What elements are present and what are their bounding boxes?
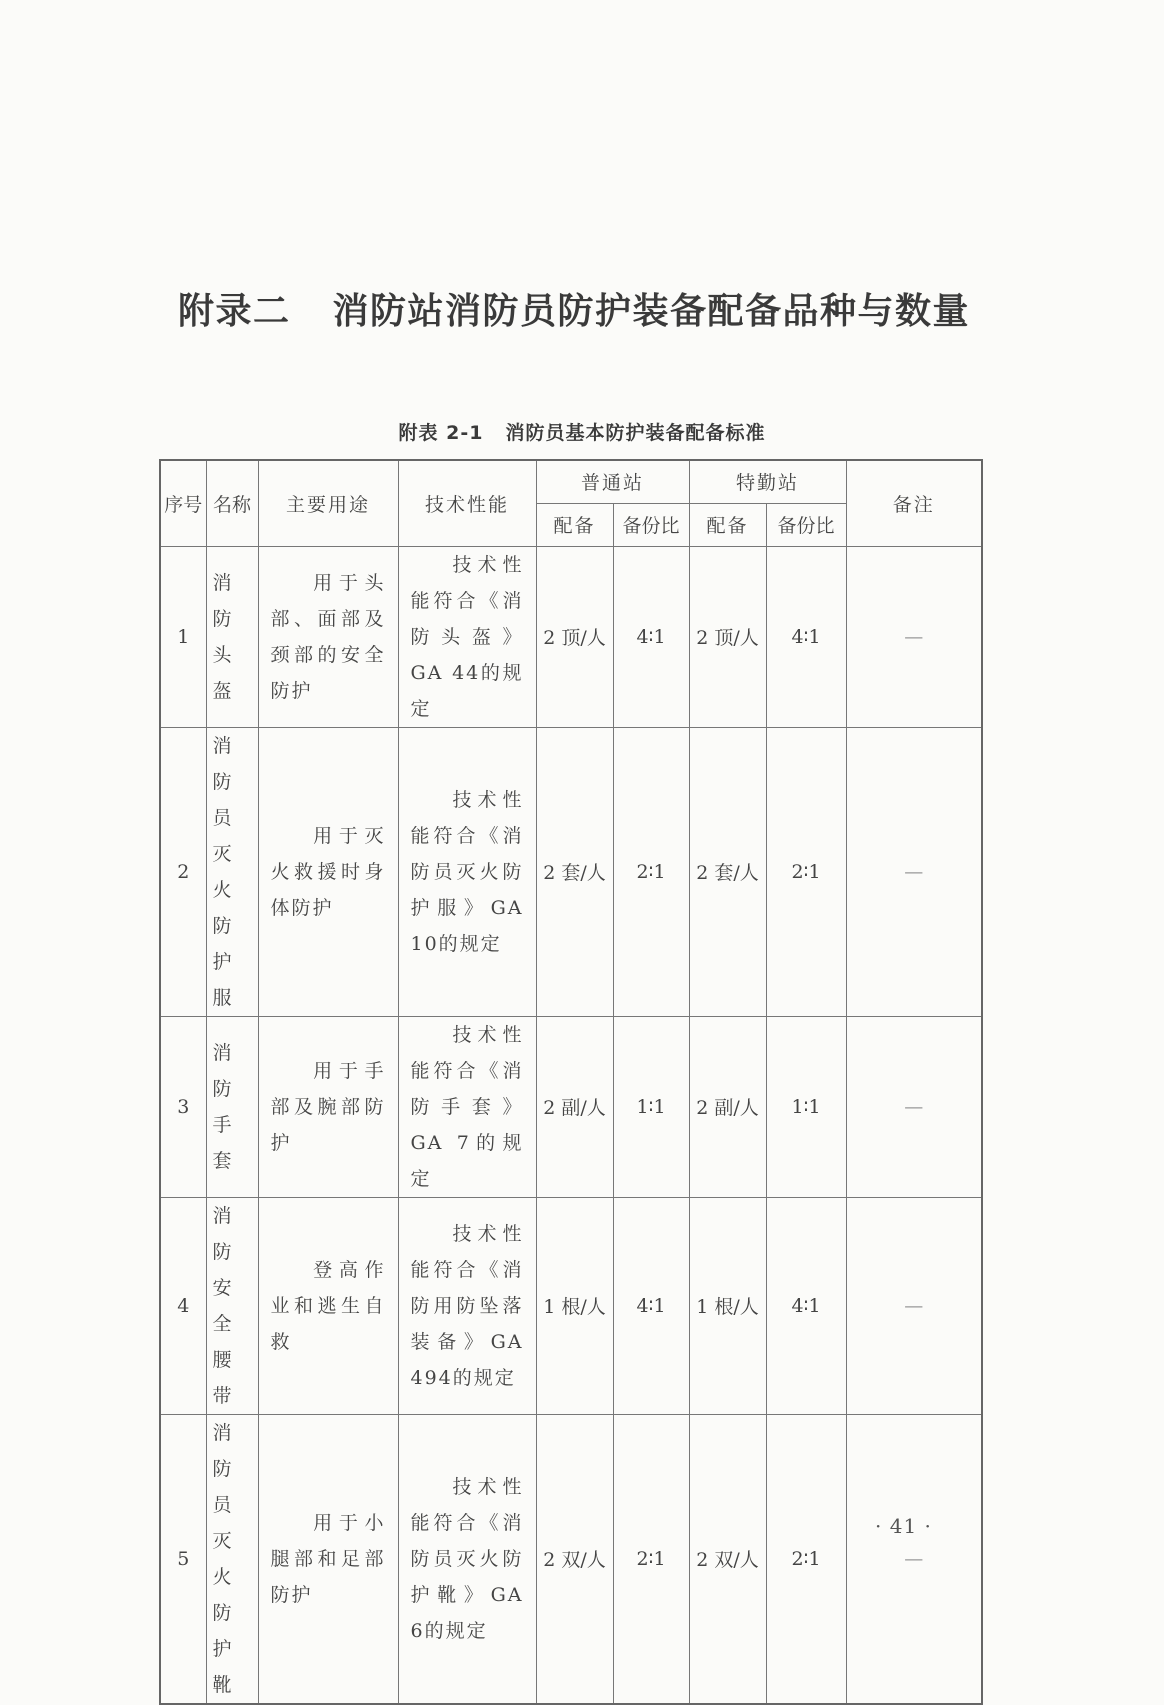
row-regular-allocation: 2 双/人 xyxy=(536,1414,613,1704)
row-usage: 用于手部及腕部防护 xyxy=(258,1016,398,1197)
header-remarks: 备注 xyxy=(846,460,982,546)
row-special-allocation: 2 双/人 xyxy=(689,1414,766,1704)
table-row xyxy=(160,1197,982,1414)
header-special-station: 特勤站 xyxy=(689,460,846,503)
row-special-allocation: 2 套/人 xyxy=(689,727,766,1016)
page-number: · 41 · xyxy=(875,1514,932,1538)
row-regular-allocation: 1 根/人 xyxy=(536,1197,613,1414)
equipment-table xyxy=(159,459,983,1705)
row-remarks: — xyxy=(846,1414,982,1704)
row-performance: 技术性能符合《消防手套》GA 7的规定 xyxy=(398,1016,536,1197)
row-regular-backup-ratio: 4∶1 xyxy=(613,546,689,727)
row-remarks: — xyxy=(846,727,982,1016)
row-regular-backup-ratio: 4∶1 xyxy=(613,1197,689,1414)
row-remarks: — xyxy=(846,1197,982,1414)
row-name: 消防员灭火防护服 xyxy=(206,727,258,1016)
appendix-label: 附录二 xyxy=(178,291,291,332)
header-regular-allocation: 配备 xyxy=(536,503,613,546)
table-number: 附表 2-1 xyxy=(398,422,484,444)
row-regular-allocation: 2 套/人 xyxy=(536,727,613,1016)
row-usage: 用于灭火救援时身体防护 xyxy=(258,727,398,1016)
row-usage: 用于头部、面部及颈部的安全防护 xyxy=(258,546,398,727)
row-special-allocation: 2 顶/人 xyxy=(689,546,766,727)
row-usage: 用于小腿部和足部防护 xyxy=(258,1414,398,1704)
row-name: 消防头盔 xyxy=(206,546,258,727)
row-seq: 2 xyxy=(160,727,206,1016)
row-seq: 1 xyxy=(160,546,206,727)
row-special-backup-ratio: 4∶1 xyxy=(766,1197,846,1414)
row-performance: 技术性能符合《消防用防坠落装备》GA 494的规定 xyxy=(398,1197,536,1414)
table-caption xyxy=(0,418,1164,445)
page-title xyxy=(178,283,970,334)
row-name: 消防手套 xyxy=(206,1016,258,1197)
header-seq: 序号 xyxy=(160,460,206,546)
row-seq: 3 xyxy=(160,1016,206,1197)
header-regular-station: 普通站 xyxy=(536,460,689,503)
row-regular-allocation: 2 顶/人 xyxy=(536,546,613,727)
row-name: 消防安全腰带 xyxy=(206,1197,258,1414)
header-special-allocation: 配备 xyxy=(689,503,766,546)
row-regular-backup-ratio: 2∶1 xyxy=(613,1414,689,1704)
row-special-backup-ratio: 2∶1 xyxy=(766,1414,846,1704)
row-usage: 登高作业和逃生自救 xyxy=(258,1197,398,1414)
row-remarks: — xyxy=(846,546,982,727)
row-regular-backup-ratio: 2∶1 xyxy=(613,727,689,1016)
header-performance: 技术性能 xyxy=(398,460,536,546)
appendix-title: 消防站消防员防护装备配备品种与数量 xyxy=(332,291,971,332)
row-performance: 技术性能符合《消防头盔》GA 44的规定 xyxy=(398,546,536,727)
header-regular-backup-ratio: 备份比 xyxy=(613,503,689,546)
row-regular-allocation: 2 副/人 xyxy=(536,1016,613,1197)
row-special-backup-ratio: 2∶1 xyxy=(766,727,846,1016)
row-performance: 技术性能符合《消防员灭火防护靴》GA 6的规定 xyxy=(398,1414,536,1704)
header-special-backup-ratio: 备份比 xyxy=(766,503,846,546)
row-special-allocation: 1 根/人 xyxy=(689,1197,766,1414)
row-remarks: — xyxy=(846,1016,982,1197)
header-name: 名称 xyxy=(206,460,258,546)
table-row xyxy=(160,546,982,727)
table-title: 消防员基本防护装备配备标准 xyxy=(505,422,766,444)
row-performance: 技术性能符合《消防员灭火防护服》GA 10的规定 xyxy=(398,727,536,1016)
row-seq: 5 xyxy=(160,1414,206,1704)
header-usage: 主要用途 xyxy=(258,460,398,546)
table-row xyxy=(160,1414,982,1704)
row-special-allocation: 2 副/人 xyxy=(689,1016,766,1197)
row-seq: 4 xyxy=(160,1197,206,1414)
table-row xyxy=(160,1016,982,1197)
table-row xyxy=(160,727,982,1016)
row-special-backup-ratio: 1∶1 xyxy=(766,1016,846,1197)
row-name: 消防员灭火防护靴 xyxy=(206,1414,258,1704)
row-special-backup-ratio: 4∶1 xyxy=(766,546,846,727)
row-regular-backup-ratio: 1∶1 xyxy=(613,1016,689,1197)
